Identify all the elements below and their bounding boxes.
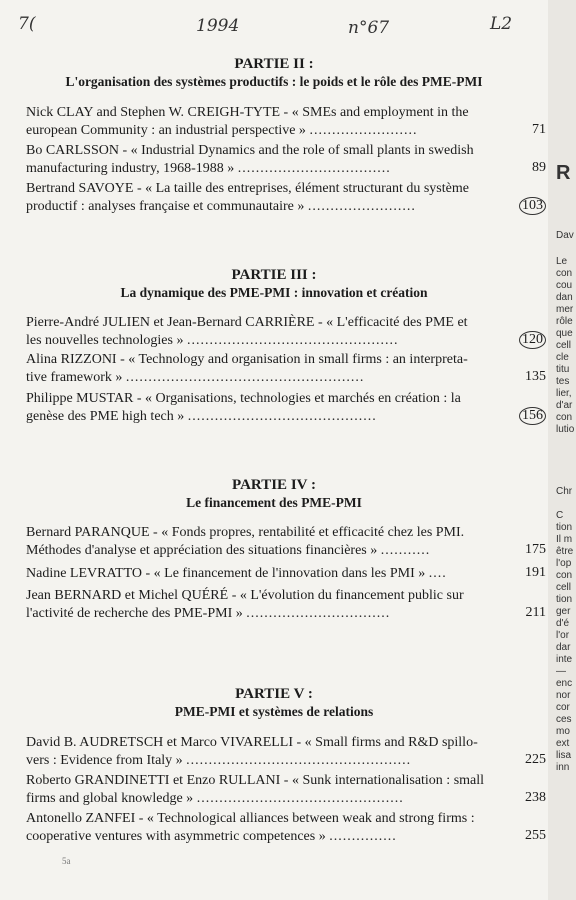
adjacent-text: con [556,570,573,581]
adjacent-text: mer [556,304,574,315]
entry-line-1: Nick CLAY and Stephen W. CREIGH-TYTE - « SMEs and employment in the [26,105,469,120]
page-number: 71 [532,122,546,137]
leader-dots: ................................ [246,606,391,621]
adjacent-text: R [556,162,571,184]
part-3-subtitle: La dynamique des PME-PMI : innovation et création [120,285,428,300]
adjacent-text: cou [556,280,573,291]
adjacent-text: Chr [556,486,573,497]
page-number-circled: 103 [519,197,546,215]
adjacent-text: ces [556,714,572,725]
entry-line-2: productif : analyses française et communautaire » [26,199,305,214]
adjacent-text: l'or [556,630,570,641]
adjacent-text: dar [556,642,571,653]
entry-line-1: Antonello ZANFEI - « Technological alliances between weak and strong firms : [26,811,475,826]
adjacent-text: tes [556,376,570,387]
adjacent-text: être [556,546,574,557]
adjacent-text: con [556,268,573,279]
adjacent-text: Le [556,256,568,267]
entry-line-1: Alina RIZZONI - « Technology and organisation in small firms : an interpreta- [26,352,468,367]
leader-dots: ............................................... [186,333,399,348]
adjacent-text: rôle [556,316,573,327]
handwritten-year: 1994 [196,16,240,36]
adjacent-text: cell [556,340,572,351]
entry-line-1: Bertrand SAVOYE - « La taille des entreprises, élément structurant du système [26,181,469,196]
adjacent-text: cor [556,702,570,713]
adjacent-text: con [556,412,573,423]
adjacent-text: lutio [556,424,575,435]
adjacent-text: Dav [556,230,574,241]
adjacent-text: que [556,328,573,339]
entry-line-1: Roberto GRANDINETTI et Enzo RULLANI - « Sunk internationalisation : small [26,773,485,788]
leader-dots: ........................ [309,123,418,138]
entry-line-2: manufacturing industry, 1968-1988 » [26,161,235,176]
entry-line-1: Bo CARLSSON - « Industrial Dynamics and the role of small plants in swedish [26,143,474,158]
entry-line-1: Pierre-André JULIEN et Jean-Bernard CARRIÈRE - « L'efficacité des PME et [26,315,468,330]
adjacent-text: — [556,666,566,677]
page-number: 89 [532,160,546,175]
toc-entry [26,565,516,583]
entry-line-2: genèse des PME high tech » [26,409,185,424]
entry-line-1: Nadine LEVRATTO - « Le financement de l'innovation dans les PMI » [26,566,426,581]
toc-entry [26,734,516,770]
part-3-title: PARTIE III : [231,267,317,283]
entry-line-2: Méthodes d'analyse et appréciation des situations financières » [26,543,378,558]
leader-dots: ........................ [307,199,416,214]
adjacent-text: nor [556,690,571,701]
page-number: 238 [525,790,546,805]
adjacent-text: inte [556,654,573,665]
toc-entry [26,587,516,623]
toc-entry [26,810,516,846]
leader-dots: .................................................. [186,753,412,768]
adjacent-text: lisa [556,750,572,761]
adjacent-text: ext [556,738,570,749]
part-2-title: PARTIE II : [234,56,314,72]
adjacent-text: Il m [556,534,573,545]
handwritten-mark-right: L2 [490,14,513,34]
part-4-subtitle: Le financement des PME-PMI [186,495,362,510]
adjacent-text: lier, [556,388,572,399]
entry-line-1: Philippe MUSTAR - « Organisations, technologies et marchés en création : la [26,391,461,406]
entry-line-1: Bernard PARANQUE - « Fonds propres, rentabilité et efficacité chez les PMI. [26,525,465,540]
leader-dots: ........... [380,543,431,558]
toc-entry [26,314,516,350]
leader-dots: .............................................. [196,791,404,806]
page-number: 135 [525,369,546,384]
page-number-circled: 156 [519,407,546,425]
entry-line-2: tive framework » [26,370,123,385]
toc-entry [26,772,516,808]
page-number: 225 [525,752,546,767]
leader-dots: .......................................... [187,409,377,424]
toc-entry [26,351,516,387]
entry-line-2: european Community : an industrial perspective » [26,123,306,138]
part-4-title: PARTIE IV : [232,477,316,493]
part-5-subtitle: PME-PMI et systèmes de relations [174,704,374,719]
handwritten-issue: n°67 [348,18,390,38]
adjacent-text: d'ar [556,400,573,411]
handwritten-mark-left: 7( [18,14,36,34]
adjacent-text: mo [556,726,570,737]
adjacent-text: tion [556,594,573,605]
adjacent-page-edge [552,0,576,900]
adjacent-text: C [556,510,564,521]
toc-entry [26,390,516,426]
adjacent-text: d'é [556,618,570,629]
entry-line-1: David B. AUDRETSCH et Marco VIVARELLI - « Small firms and R&D spillo- [26,735,478,750]
adjacent-text: cle [556,352,569,363]
toc-entry [26,524,516,560]
entry-line-2: firms and global knowledge » [26,791,194,806]
adjacent-text: enc [556,678,573,689]
toc-entry [26,180,516,216]
entry-line-2: cooperative ventures with asymmetric competences » [26,829,326,844]
toc-entry [26,142,516,178]
leader-dots: .................................. [237,161,391,176]
footer-mark: 5a [62,856,71,866]
leader-dots: ..................................................... [125,370,365,385]
entry-line-2: vers : Evidence from Italy » [26,753,183,768]
page-number: 175 [525,542,546,557]
adjacent-text: dan [556,292,573,303]
adjacent-text: ger [556,606,571,617]
page-number: 211 [525,605,546,620]
leader-dots: ............... [329,829,397,844]
entry-line-1: Jean BERNARD et Michel QUÉRÉ - « L'évolution du financement public sur [26,588,464,603]
entry-line-2: l'activité de recherche des PME-PMI » [26,606,243,621]
page-number-circled: 120 [519,331,546,349]
part-5-title: PARTIE V : [235,686,313,702]
leader-dots: .... [428,566,447,581]
adjacent-text: tion [556,522,573,533]
adjacent-text: cell [556,582,572,593]
page-number: 191 [525,565,546,580]
adjacent-text: titu [556,364,570,375]
entry-line-2: les nouvelles technologies » [26,333,184,348]
adjacent-text: inn [556,762,570,773]
toc-entry [26,104,516,140]
page-number: 255 [525,828,546,843]
part-2-subtitle: L'organisation des systèmes productifs : le poids et le rôle des PME-PMI [65,74,483,89]
adjacent-text: l'op [556,558,572,569]
